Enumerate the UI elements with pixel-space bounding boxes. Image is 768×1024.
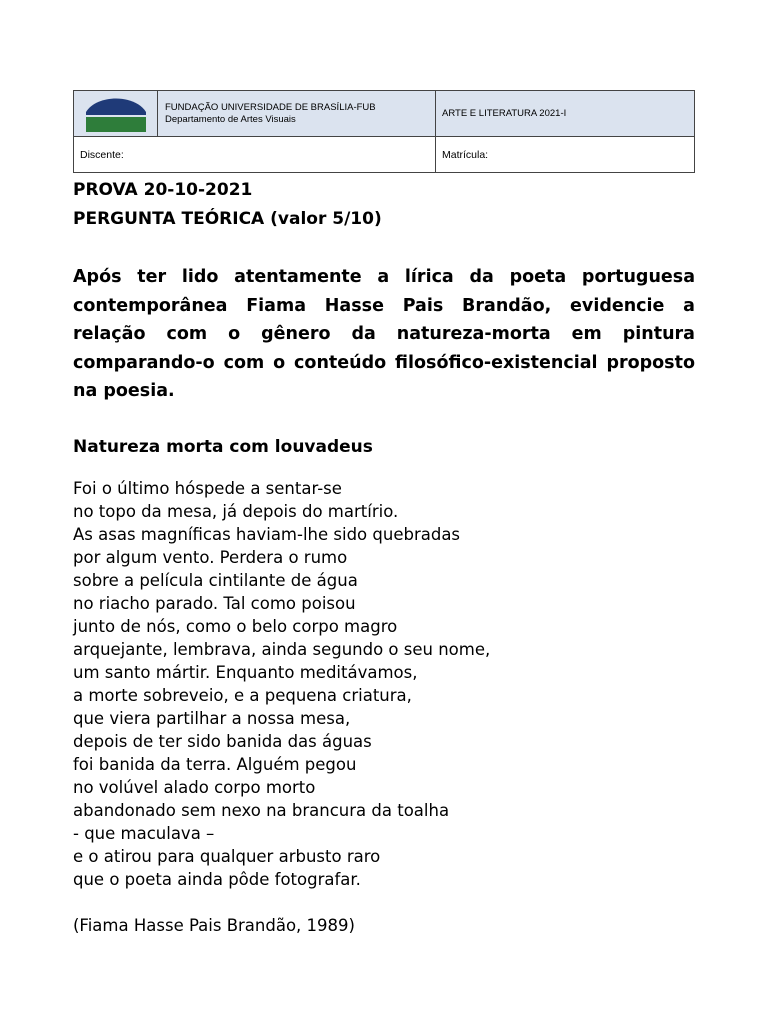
department-name: Departamento de Artes Visuais <box>165 113 296 125</box>
poem-citation: (Fiama Hasse Pais Brandão, 1989) <box>73 915 355 935</box>
poem-line: que o poeta ainda pôde fotografar. <box>73 869 361 889</box>
poem-body <box>73 477 695 891</box>
institution-name: FUNDAÇÃO UNIVERSIDADE DE BRASÍLIA-FUB <box>165 101 376 113</box>
exam-question-type: PERGUNTA TEÓRICA (valor 5/10) <box>73 209 382 229</box>
unb-logo <box>85 96 147 132</box>
exam-question: Após ter lido atentamente a lírica da poeta portuguesa contemporânea Fiama Hasse Pais Brandão, evidencie a relação com o gênero da natureza-morta em pintura comparando-o com o conteúdo filosófico-existencial proposto na poesia. <box>73 267 695 401</box>
registration-label: Matrícula: <box>442 148 489 161</box>
header-row-student <box>74 137 695 173</box>
poem-line: - que maculava – <box>73 823 215 843</box>
header-row-institution <box>74 91 695 137</box>
poem-line: por algum vento. Perdera o rumo <box>73 547 348 567</box>
poem-line: abandonado sem nexo na brancura da toalha <box>73 800 450 820</box>
exam-title <box>73 176 695 234</box>
poem-line: foi banida da terra. Alguém pegou <box>73 754 357 774</box>
poem-line: sobre a película cintilante de água <box>73 570 358 590</box>
logo-cell <box>74 91 158 137</box>
poem-line: e o atirou para qualquer arbusto raro <box>73 846 381 866</box>
course-name: ARTE E LITERATURA 2021-I <box>442 108 567 119</box>
poem-line: a morte sobreveio, e a pequena criatura, <box>73 685 412 705</box>
course-cell <box>436 91 695 137</box>
poem-line: no riacho parado. Tal como poisou <box>73 593 356 613</box>
poem-line: junto de nós, como o belo corpo magro <box>73 616 398 636</box>
header-table <box>73 90 695 173</box>
poem-line: que viera partilhar a nossa mesa, <box>73 708 351 728</box>
registration-field[interactable] <box>436 137 695 173</box>
poem-line: no volúvel alado corpo morto <box>73 777 316 797</box>
poem-line: um santo mártir. Enquanto meditávamos, <box>73 662 418 682</box>
student-label: Discente: <box>80 148 124 161</box>
poem-title: Natureza morta com louvadeus <box>73 436 373 457</box>
exam-date-title: PROVA 20-10-2021 <box>73 180 253 200</box>
poem-line: no topo da mesa, já depois do martírio. <box>73 501 399 521</box>
poem-line: Foi o último hóspede a sentar-se <box>73 478 342 498</box>
poem-line: arquejante, lembrava, ainda segundo o seu nome, <box>73 639 491 659</box>
exam-content <box>73 176 695 937</box>
institution-cell <box>158 91 436 137</box>
poem-line: As asas magníficas haviam-lhe sido quebradas <box>73 524 461 544</box>
student-field[interactable] <box>74 137 436 173</box>
poem-line: depois de ter sido banida das águas <box>73 731 372 751</box>
